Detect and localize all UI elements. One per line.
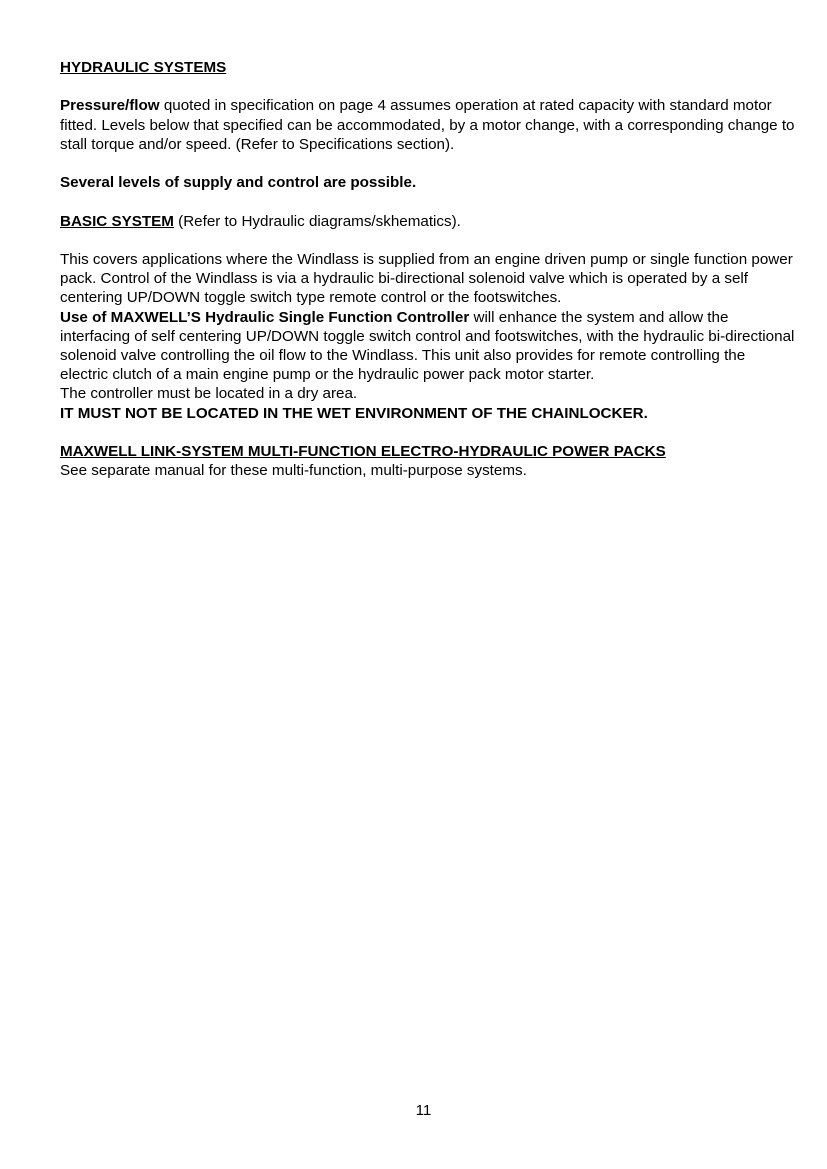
pressure-flow-text: quoted in specification on page 4 assumes operation at rated capacity with standard motor fitted. Levels below that specified can be accommodated, by a motor change, with a corresponding change to stall torque and/or speed. (Refer to Specifications section). [60, 97, 795, 153]
spacer [60, 77, 795, 96]
supply-levels-statement: Several levels of supply and control are possible. [60, 174, 417, 192]
applications-paragraph: This covers applications where the Windlass is supplied from an engine driven pump or single function power pack. Control of the Windlass is via a hydraulic bi-directional solenoid valve which is operated by a self centering UP/DOWN toggle switch type remote control or the footswitches. [60, 250, 793, 307]
controller-text: will enhance the system and allow the interfacing of self centering UP/DOWN toggle switch control and footswitches, with the hydraulic bi-directional solenoid valve controlling the oil flow to the Windlass. This unit also provides for remote controlling the electric clutch of a main engine pump or the hydraulic power pack motor starter. [60, 308, 795, 384]
controller-paragraph [60, 308, 795, 385]
page-number: 11 [415, 1102, 432, 1119]
section-heading: HYDRAULIC SYSTEMS [60, 59, 227, 76]
chainlocker-warning: IT MUST NOT BE LOCATED IN THE WET ENVIRONMENT OF THE CHAINLOCKER. [60, 404, 648, 422]
document-body [60, 58, 795, 480]
spacer [60, 154, 795, 173]
basic-system-note: (Refer to Hydraulic diagrams/skhematics). [173, 212, 461, 230]
pressure-flow-paragraph [60, 96, 795, 154]
basic-system-title: BASIC SYSTEM [60, 212, 174, 230]
link-system-text: See separate manual for these multi-function, multi-purpose systems. [60, 462, 527, 480]
spacer [60, 192, 795, 211]
link-system-title: MAXWELL LINK-SYSTEM MULTI-FUNCTION ELECTRO-HYDRAULIC POWER PACKS [60, 442, 666, 460]
controller-term: Use of MAXWELL’S Hydraulic Single Function Controller [60, 308, 470, 326]
basic-system-line [60, 212, 795, 231]
spacer [60, 423, 795, 442]
pressure-flow-term: Pressure/flow [60, 97, 160, 115]
spacer [60, 231, 795, 250]
controller-location-note: The controller must be located in a dry area. [60, 385, 358, 403]
